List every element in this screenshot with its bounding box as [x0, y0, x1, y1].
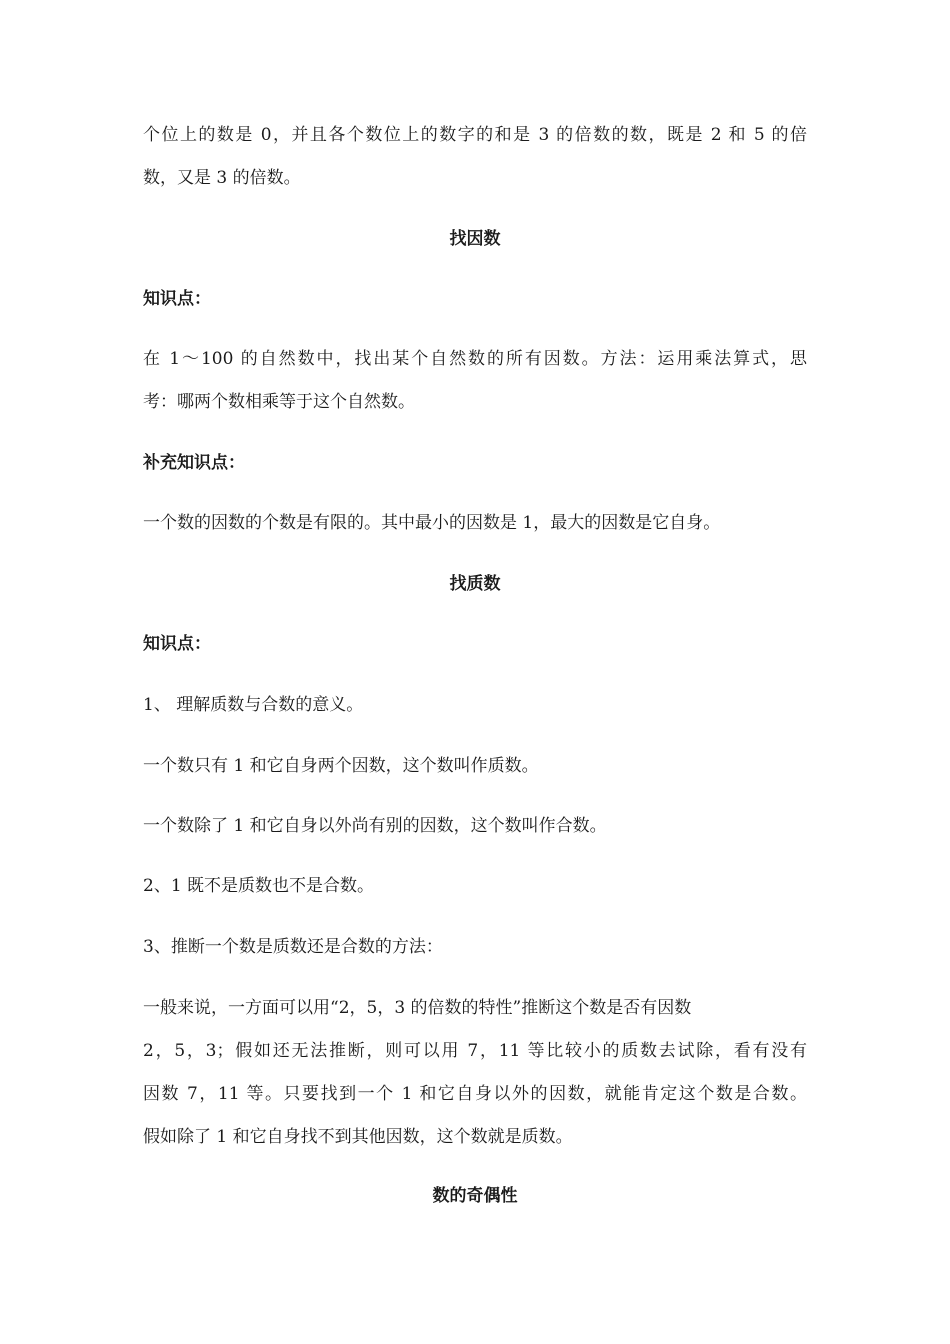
s2-method-paragraph — [143, 987, 807, 1159]
s1-line-2: 考：哪两个数相乘等于这个自然数。 — [143, 392, 415, 412]
s2-method-line-4: 假如除了 1 和它自身找不到其他因数，这个数就是质数。 — [143, 1127, 573, 1147]
s1-supplement-label: 补充知识点： — [143, 453, 245, 473]
s1-paragraph — [143, 338, 807, 424]
s1-knowledge-label: 知识点： — [143, 289, 211, 309]
s2-item-1-composite-def: 一个数除了 1 和它自身以外尚有别的因数，这个数叫作合数。 — [143, 816, 607, 836]
intro-paragraph — [143, 114, 807, 200]
section-title-find-primes: 找质数 — [449, 574, 501, 594]
s2-item-2: 2、1 既不是质数也不是合数。 — [143, 876, 375, 896]
s1-line-1: 在 1～100 的自然数中，找出某个自然数的所有因数。方法：运用乘法算式，思 — [143, 349, 807, 369]
s1-supplement-text: 一个数的因数的个数是有限的。其中最小的因数是 1，最大的因数是它自身。 — [143, 513, 721, 533]
s2-item-1-prime-def: 一个数只有 1 和它自身两个因数，这个数叫作质数。 — [143, 756, 539, 776]
s2-method-line-3: 因数 7，11 等。只要找到一个 1 和它自身以外的因数，就能肯定这个数是合数。 — [143, 1084, 807, 1104]
s2-item-1: 1、 理解质数与合数的意义。 — [143, 695, 364, 715]
intro-line-2: 数，又是 3 的倍数。 — [143, 168, 301, 188]
s2-knowledge-label: 知识点： — [143, 634, 211, 654]
intro-line-1: 个位上的数是 0，并且各个数位上的数字的和是 3 的倍数的数，既是 2 和 5 的倍 — [143, 125, 807, 145]
s2-item-3: 3、推断一个数是质数还是合数的方法： — [143, 937, 443, 957]
s2-method-line-2: 2，5，3；假如还无法推断，则可以用 7，11 等比较小的质数去试除，看有没有 — [143, 1041, 807, 1061]
section-title-parity: 数的奇偶性 — [432, 1186, 518, 1206]
section-title-find-factors: 找因数 — [449, 229, 501, 249]
s2-method-line-1: 一般来说，一方面可以用“2，5，3 的倍数的特性”推断这个数是否有因数 — [143, 998, 692, 1018]
